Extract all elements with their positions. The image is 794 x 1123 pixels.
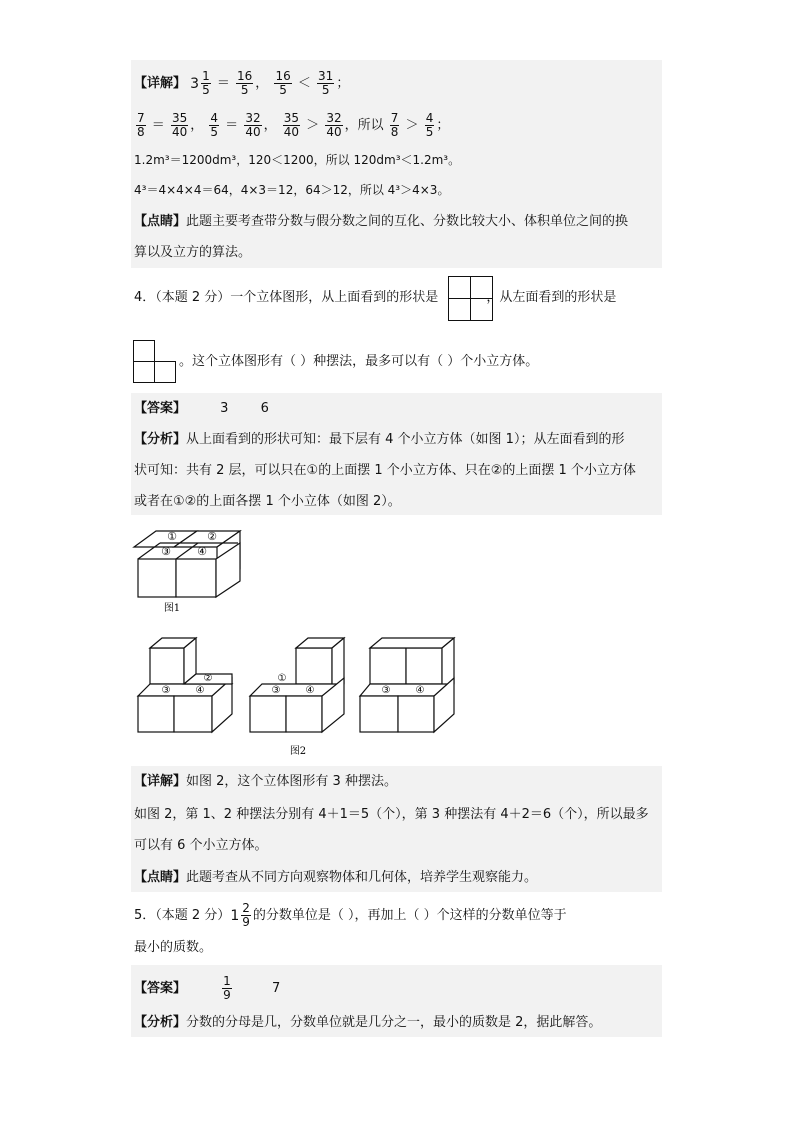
q5-answer-line — [134, 975, 280, 1002]
comment-label: 【点睛】 — [134, 214, 187, 229]
fraction: $\frac{7}{8}$ — [390, 111, 399, 139]
detail-line-1: 【详解】 3 $\frac{1}{5}$ ＝ $\frac{16}{5}$ ， $\frac{16}{5}$ ＜ $\frac{31}{5}$ ； — [134, 69, 350, 97]
fraction: $\frac{1}{5}$ — [202, 69, 210, 97]
q5-stem-line-2: 最小的质数。 — [134, 940, 213, 955]
fraction: $\frac{2}{9}$ — [242, 901, 250, 929]
analysis-label: 【分析】 — [134, 1015, 187, 1030]
q4-answer-2: 6 — [260, 401, 269, 416]
detail-line-3: 1.2m³＝1200dm³，120＜1200，所以 120dm³＜1.2m³。 — [134, 153, 461, 167]
fig1-label-3: ③ — [161, 545, 171, 558]
q4-answer-line — [134, 399, 269, 419]
answer-label: 【答案】 — [134, 981, 187, 996]
fig1-label-1: ① — [167, 530, 177, 543]
answer-label: 【答案】 — [134, 401, 187, 416]
fig2-a3-label-3: ③ — [381, 685, 391, 696]
detail-label: 【详解】 — [134, 774, 187, 789]
fraction: $\frac{32}{40}$ — [245, 111, 261, 139]
fraction: $\frac{32}{40}$ — [326, 111, 342, 139]
q4-comment-line: 【点睛】此题考查从不同方向观察物体和几何体，培养学生观察能力。 — [134, 870, 538, 885]
detail-line-4: 4³＝4×4×4＝64，4×3＝12，64＞12，所以 4³＞4×3。 — [134, 183, 450, 197]
figure-1-cube-base — [132, 525, 248, 617]
detail-label: 【详解】 — [134, 76, 187, 91]
comment-label: 【点睛】 — [134, 870, 187, 885]
fraction: $\frac{4}{5}$ — [425, 111, 434, 139]
q5-stem-line-1: 5．（本题 2 分）1 $\frac{2}{9}$ 的分数单位是（ ），再加上（ ）个这样的分数单位等于 — [134, 901, 567, 929]
q4-stem-line-2: 。这个立体图形有（ ）种摆法，最多可以有（ ）个小立方体。 — [179, 354, 539, 369]
fig2-a1-label-3: ③ — [161, 685, 171, 696]
detail-line-2: $\frac{7}{8}$ ＝ $\frac{35}{40}$ ， $\frac{4}{5}$ ＝ $\frac{32}{40}$ ， $\frac{35}{40}$ ＞ $\frac{32}{40}$ ，所以 $\frac{7}{8}$ ＞ $\frac{4}{5}$ ； — [137, 111, 450, 139]
fraction: $\frac{35}{40}$ — [171, 111, 188, 139]
q4-detail-line-3: 可以有 6 个小立方体。 — [134, 838, 268, 853]
comment-line-2: 算以及立方的算法。 — [134, 245, 252, 260]
arrangement-3 — [360, 638, 454, 732]
q4-analysis-line-3: 或者在①②的上面各摆 1 个小立体（如图 2）。 — [134, 494, 401, 509]
fig2-a2-label-1: ① — [277, 673, 287, 684]
fig2-a1-label-4: ④ — [195, 685, 205, 696]
fig2-a3-label-4: ④ — [415, 685, 425, 696]
q4-detail-line-2: 如图 2，第 1、2 种摆法分别有 4＋1＝5（个），第 3 种摆法有 4＋2＝6（个），所以最多 — [134, 807, 649, 822]
fraction: $\frac{4}{5}$ — [210, 111, 219, 139]
q5-analysis-line: 【分析】分数的分母是几，分数单位就是几分之一，最小的质数是 2，据此解答。 — [134, 1015, 602, 1030]
mixed-integer: 3 — [190, 75, 200, 92]
top-view-shape — [448, 276, 494, 322]
fig1-label-2: ② — [207, 530, 217, 543]
arrangement-1 — [138, 638, 232, 732]
figure-2-three-arrangements — [132, 628, 468, 760]
fraction: $\frac{16}{5}$ — [237, 69, 253, 97]
comment-line-1: 【点睛】此题主要考查带分数与假分数之间的互化、分数比较大小、体积单位之间的换 — [134, 214, 629, 229]
arrangement-2 — [250, 638, 344, 732]
fig1-caption: 图1 — [163, 603, 181, 614]
q5-answer-fraction: $\frac{1}{9}$ — [223, 974, 231, 1002]
fig2-a1-label-2: ② — [203, 673, 213, 684]
left-view-shape — [133, 340, 179, 384]
q4-stem-line-1: 4．（本题 2 分）一个立体图形，从上面看到的形状是 ，从左面看到的形状是 — [134, 290, 617, 305]
fraction: $\frac{16}{5}$ — [275, 69, 291, 97]
q5-answer-2: 7 — [271, 981, 281, 996]
fig2-a2-label-4: ④ — [305, 685, 315, 696]
q4-analysis-line-1: 【分析】从上面看到的形状可知：最下层有 4 个小立方体（如图 1）；从左面看到的形 — [134, 432, 625, 447]
q4-detail-line-1: 【详解】如图 2，这个立体图形有 3 种摆法。 — [134, 774, 397, 789]
fig2-caption: 图2 — [289, 746, 307, 757]
fig1-label-4: ④ — [197, 545, 207, 558]
fig2-a2-label-3: ③ — [271, 685, 281, 696]
fraction: $\frac{7}{8}$ — [137, 111, 145, 139]
q4-analysis-line-2: 状可知：共有 2 层，可以只在①的上面摆 1 个小立方体、只在②的上面摆 1 个小立方体 — [134, 463, 636, 478]
fraction: $\frac{35}{40}$ — [283, 111, 300, 139]
q4-answer-1: 3 — [220, 401, 229, 416]
fraction: $\frac{31}{5}$ — [318, 69, 334, 97]
analysis-label: 【分析】 — [134, 432, 187, 447]
